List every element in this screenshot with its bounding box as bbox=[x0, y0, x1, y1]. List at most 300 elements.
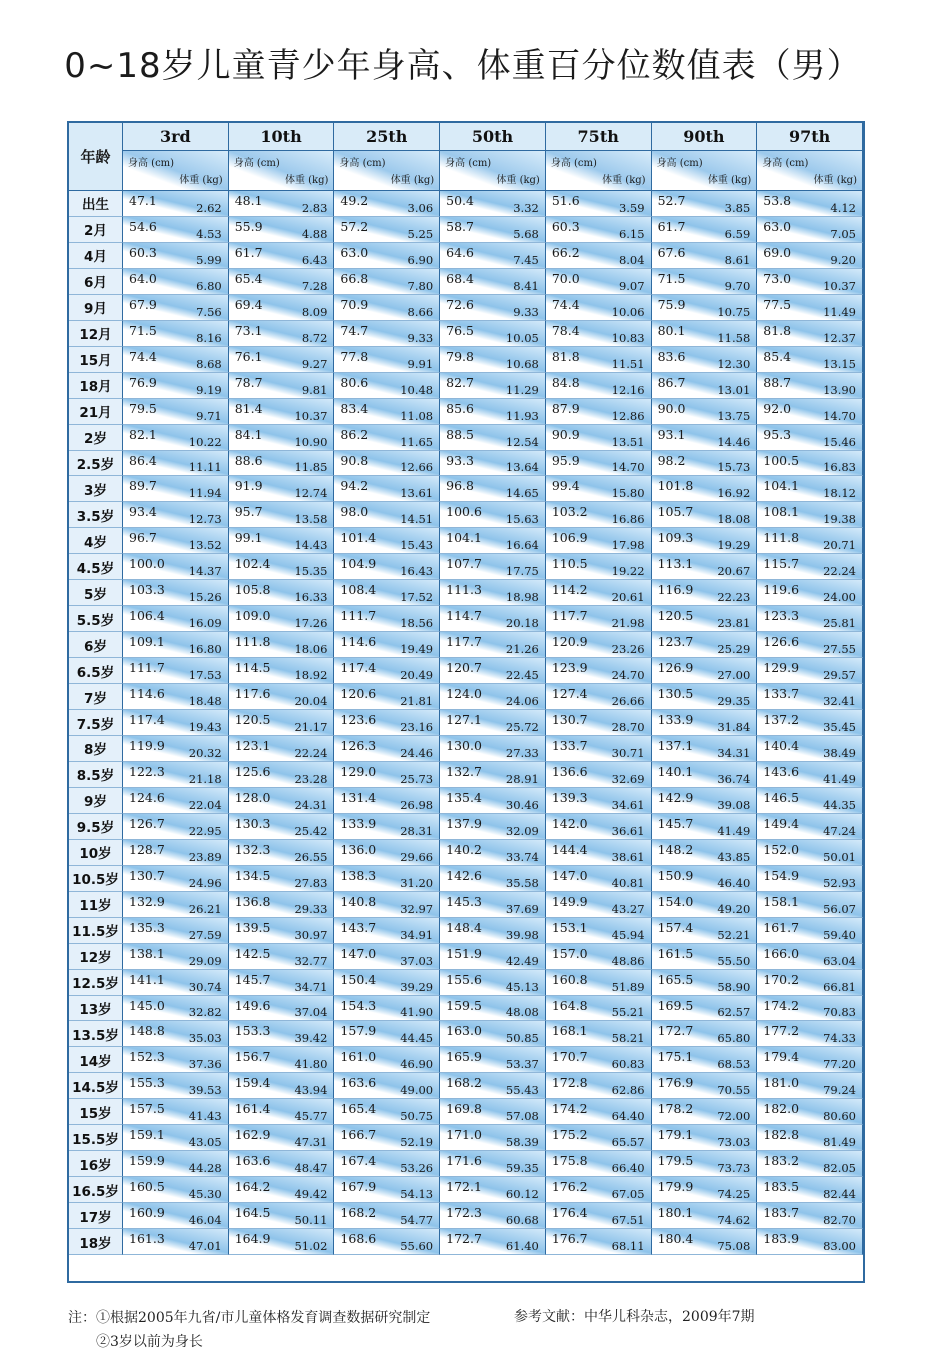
weight-value: 81.49 bbox=[823, 1135, 856, 1150]
weight-value: 74.25 bbox=[717, 1187, 751, 1202]
height-value: 149.9 bbox=[551, 893, 588, 909]
table-cell bbox=[652, 1073, 758, 1099]
table-cell bbox=[123, 892, 229, 918]
weight-value: 50.85 bbox=[505, 1031, 539, 1046]
height-value: 138.3 bbox=[340, 867, 377, 883]
table-cell bbox=[757, 944, 863, 970]
height-value: 137.1 bbox=[657, 738, 694, 753]
height-value: 120.5 bbox=[234, 712, 271, 728]
weight-value: 6.43 bbox=[301, 252, 328, 267]
weight-value: 66.40 bbox=[611, 1161, 645, 1176]
table-cell bbox=[440, 528, 546, 554]
height-value: 94.2 bbox=[340, 478, 369, 494]
height-value: 78.7 bbox=[234, 374, 263, 390]
weight-value: 13.61 bbox=[400, 486, 434, 501]
table-cell bbox=[334, 217, 440, 243]
weight-value: 8.68 bbox=[196, 356, 222, 371]
height-value: 115.7 bbox=[763, 556, 800, 572]
weight-value: 15.43 bbox=[400, 538, 434, 553]
weight-value: 7.56 bbox=[196, 304, 222, 319]
weight-value: 52.93 bbox=[823, 875, 856, 890]
height-value: 161.4 bbox=[234, 1101, 271, 1117]
table-cell bbox=[757, 554, 863, 580]
weight-value: 26.21 bbox=[188, 901, 222, 916]
height-value: 111.7 bbox=[340, 608, 377, 624]
table-cell bbox=[652, 840, 758, 866]
table-cell bbox=[652, 866, 758, 892]
table-cell bbox=[229, 918, 335, 944]
height-value: 113.1 bbox=[657, 556, 694, 572]
height-value: 179.4 bbox=[763, 1049, 800, 1065]
height-value: 127.4 bbox=[551, 686, 588, 702]
height-value: 95.3 bbox=[763, 426, 792, 442]
height-value: 159.4 bbox=[234, 1075, 271, 1091]
age-label: 6岁 bbox=[69, 632, 123, 658]
weight-value: 19.29 bbox=[717, 538, 751, 553]
table-cell bbox=[652, 295, 758, 321]
weight-value: 8.16 bbox=[196, 330, 222, 345]
weight-value: 31.20 bbox=[400, 875, 434, 890]
age-label: 15岁 bbox=[69, 1099, 123, 1125]
weight-value: 53.37 bbox=[505, 1057, 539, 1072]
table-cell bbox=[757, 1177, 863, 1203]
height-value: 104.1 bbox=[763, 478, 800, 494]
table-cell bbox=[546, 1047, 652, 1073]
table-cell bbox=[440, 321, 546, 347]
weight-value: 13.01 bbox=[717, 382, 751, 397]
age-label: 4月 bbox=[69, 243, 123, 269]
table-cell bbox=[757, 840, 863, 866]
weight-value: 30.71 bbox=[611, 745, 645, 760]
height-value: 90.9 bbox=[551, 426, 580, 442]
table-cell bbox=[334, 502, 440, 528]
weight-value: 58.90 bbox=[717, 979, 751, 994]
table-cell bbox=[334, 347, 440, 373]
height-value: 170.7 bbox=[551, 1049, 588, 1065]
height-value: 125.6 bbox=[234, 763, 271, 779]
table-cell bbox=[440, 710, 546, 736]
table-cell bbox=[123, 321, 229, 347]
table-cell bbox=[123, 580, 229, 606]
height-value: 148.8 bbox=[129, 1023, 165, 1039]
weight-value: 9.19 bbox=[196, 382, 222, 397]
height-value: 176.9 bbox=[657, 1075, 694, 1091]
weight-value: 44.35 bbox=[823, 797, 856, 812]
table-cell bbox=[229, 762, 335, 788]
table-cell bbox=[123, 191, 229, 217]
height-value: 140.4 bbox=[763, 738, 800, 753]
age-label: 13.5岁 bbox=[69, 1021, 123, 1047]
table-cell bbox=[440, 1021, 546, 1047]
weight-value: 18.92 bbox=[294, 668, 328, 683]
height-value: 160.9 bbox=[129, 1205, 165, 1221]
weight-value: 39.98 bbox=[505, 927, 539, 942]
age-label: 5岁 bbox=[69, 580, 123, 606]
weight-value: 26.66 bbox=[611, 694, 645, 709]
weight-value: 18.06 bbox=[294, 642, 328, 657]
weight-value: 17.52 bbox=[400, 590, 434, 605]
weight-value: 20.61 bbox=[611, 590, 645, 605]
table-cell bbox=[546, 866, 652, 892]
weight-value: 18.08 bbox=[717, 512, 751, 527]
weight-value: 22.04 bbox=[188, 797, 222, 812]
height-value: 114.6 bbox=[340, 634, 377, 650]
table-cell bbox=[652, 684, 758, 710]
weight-value: 39.08 bbox=[717, 797, 751, 812]
table-cell bbox=[440, 736, 546, 762]
table-cell bbox=[757, 710, 863, 736]
table-cell bbox=[123, 269, 229, 295]
height-value: 142.0 bbox=[551, 815, 588, 831]
height-value: 107.7 bbox=[446, 556, 482, 572]
height-value: 159.5 bbox=[446, 997, 482, 1013]
table-cell bbox=[123, 944, 229, 970]
weight-unit-label: 体重 (kg) bbox=[813, 175, 857, 186]
height-value: 101.8 bbox=[657, 478, 694, 494]
weight-value: 12.37 bbox=[823, 330, 856, 345]
weight-value: 30.74 bbox=[188, 979, 222, 994]
height-value: 144.4 bbox=[551, 841, 588, 857]
weight-value: 58.21 bbox=[611, 1031, 645, 1046]
age-label: 7.5岁 bbox=[69, 710, 123, 736]
table-cell bbox=[546, 347, 652, 373]
weight-value: 4.12 bbox=[830, 200, 856, 215]
height-unit-label: 身高 (cm) bbox=[550, 158, 597, 169]
height-value: 117.7 bbox=[446, 634, 482, 650]
height-value: 86.4 bbox=[129, 452, 157, 468]
height-value: 111.3 bbox=[446, 582, 482, 598]
height-value: 180.4 bbox=[657, 1231, 694, 1247]
height-value: 89.7 bbox=[129, 478, 157, 494]
height-weight-subheader bbox=[546, 151, 652, 191]
table-cell bbox=[334, 1099, 440, 1125]
weight-value: 25.73 bbox=[400, 771, 434, 786]
height-value: 117.4 bbox=[129, 712, 165, 728]
height-value: 124.6 bbox=[129, 789, 165, 805]
height-value: 168.6 bbox=[340, 1231, 377, 1247]
table-cell bbox=[229, 1073, 335, 1099]
weight-value: 62.86 bbox=[611, 1083, 645, 1098]
table-cell bbox=[757, 1203, 863, 1229]
table-cell bbox=[229, 554, 335, 580]
table-cell bbox=[546, 528, 652, 554]
table-cell bbox=[652, 451, 758, 477]
weight-value: 10.90 bbox=[294, 434, 328, 449]
table-cell bbox=[546, 554, 652, 580]
height-value: 82.1 bbox=[129, 426, 157, 442]
table-cell bbox=[440, 1203, 546, 1229]
weight-unit-label: 体重 (kg) bbox=[284, 175, 329, 186]
weight-value: 10.06 bbox=[611, 304, 645, 319]
weight-value: 32.41 bbox=[823, 694, 856, 709]
table-cell bbox=[440, 451, 546, 477]
height-value: 57.2 bbox=[340, 218, 369, 234]
table-cell bbox=[123, 528, 229, 554]
weight-value: 8.61 bbox=[724, 252, 751, 267]
height-value: 50.4 bbox=[446, 193, 474, 208]
weight-value: 15.26 bbox=[188, 590, 222, 605]
weight-value: 77.20 bbox=[823, 1057, 856, 1072]
weight-value: 34.71 bbox=[294, 979, 328, 994]
table-cell bbox=[123, 502, 229, 528]
table-cell bbox=[757, 451, 863, 477]
height-value: 114.5 bbox=[234, 660, 271, 676]
weight-value: 36.74 bbox=[717, 771, 751, 786]
weight-value: 60.68 bbox=[505, 1213, 539, 1228]
height-value: 145.7 bbox=[657, 815, 694, 831]
table-cell bbox=[229, 996, 335, 1022]
table-cell bbox=[229, 710, 335, 736]
weight-value: 15.63 bbox=[505, 512, 539, 527]
age-label: 出生 bbox=[69, 191, 123, 217]
height-value: 159.9 bbox=[129, 1153, 165, 1169]
weight-value: 25.81 bbox=[823, 616, 856, 631]
weight-value: 20.67 bbox=[717, 564, 751, 579]
weight-value: 41.49 bbox=[717, 823, 751, 838]
weight-value: 73.73 bbox=[717, 1161, 751, 1176]
table-cell bbox=[440, 632, 546, 658]
table-cell bbox=[334, 321, 440, 347]
height-value: 86.2 bbox=[340, 426, 369, 442]
weight-value: 56.07 bbox=[823, 901, 856, 916]
table-cell bbox=[123, 554, 229, 580]
height-value: 108.4 bbox=[340, 582, 377, 598]
weight-value: 10.68 bbox=[505, 356, 539, 371]
table-cell bbox=[123, 1177, 229, 1203]
table-cell bbox=[546, 1203, 652, 1229]
height-value: 85.4 bbox=[763, 348, 792, 364]
weight-value: 3.59 bbox=[618, 200, 645, 215]
table-cell bbox=[123, 295, 229, 321]
weight-value: 65.57 bbox=[611, 1135, 645, 1150]
weight-value: 22.45 bbox=[505, 668, 539, 683]
table-cell bbox=[440, 580, 546, 606]
table-cell bbox=[440, 892, 546, 918]
weight-value: 60.12 bbox=[505, 1187, 539, 1202]
weight-value: 62.57 bbox=[717, 1005, 751, 1020]
table-cell bbox=[229, 736, 335, 762]
table-cell bbox=[546, 191, 652, 217]
height-value: 161.3 bbox=[129, 1231, 165, 1247]
weight-value: 16.64 bbox=[505, 538, 539, 553]
table-cell bbox=[123, 1099, 229, 1125]
weight-value: 2.62 bbox=[196, 200, 222, 215]
weight-value: 14.65 bbox=[505, 486, 539, 501]
table-cell bbox=[123, 1125, 229, 1151]
weight-value: 11.94 bbox=[188, 486, 222, 501]
height-value: 165.5 bbox=[657, 971, 694, 987]
table-cell bbox=[229, 373, 335, 399]
weight-value: 3.06 bbox=[407, 200, 434, 215]
table-cell bbox=[546, 580, 652, 606]
weight-value: 15.80 bbox=[611, 486, 645, 501]
weight-value: 20.04 bbox=[294, 694, 328, 709]
weight-value: 12.66 bbox=[400, 460, 434, 475]
weight-value: 14.46 bbox=[717, 434, 751, 449]
weight-value: 15.35 bbox=[294, 564, 328, 579]
height-value: 100.0 bbox=[129, 556, 165, 572]
height-value: 163.6 bbox=[234, 1153, 271, 1169]
weight-value: 44.28 bbox=[188, 1161, 222, 1176]
table-cell bbox=[546, 243, 652, 269]
height-value: 48.1 bbox=[234, 193, 263, 208]
weight-value: 12.30 bbox=[717, 356, 751, 371]
weight-value: 45.77 bbox=[294, 1109, 328, 1124]
table-cell bbox=[334, 684, 440, 710]
table-cell bbox=[652, 580, 758, 606]
weight-value: 10.37 bbox=[294, 408, 328, 423]
height-value: 160.5 bbox=[129, 1179, 165, 1195]
table-cell bbox=[757, 217, 863, 243]
table-cell bbox=[229, 970, 335, 996]
height-value: 106.9 bbox=[551, 530, 588, 546]
height-value: 168.2 bbox=[340, 1205, 377, 1221]
table-cell bbox=[440, 1151, 546, 1177]
height-value: 70.9 bbox=[340, 296, 369, 312]
weight-value: 41.80 bbox=[294, 1057, 328, 1072]
height-value: 136.6 bbox=[551, 763, 588, 779]
weight-value: 24.96 bbox=[188, 875, 222, 890]
height-value: 178.2 bbox=[657, 1101, 694, 1117]
weight-value: 73.03 bbox=[717, 1135, 751, 1150]
table-cell bbox=[652, 321, 758, 347]
weight-value: 21.26 bbox=[505, 642, 539, 657]
table-cell bbox=[334, 580, 440, 606]
table-cell bbox=[757, 996, 863, 1022]
weight-value: 20.18 bbox=[505, 616, 539, 631]
height-value: 76.5 bbox=[446, 322, 474, 338]
height-value: 105.7 bbox=[657, 504, 694, 520]
weight-value: 9.71 bbox=[196, 408, 222, 423]
table-cell bbox=[334, 191, 440, 217]
weight-value: 68.11 bbox=[611, 1239, 645, 1254]
table-cell bbox=[757, 1151, 863, 1177]
weight-value: 54.77 bbox=[400, 1213, 434, 1228]
table-cell bbox=[334, 892, 440, 918]
height-value: 95.7 bbox=[234, 504, 263, 520]
table-cell bbox=[123, 684, 229, 710]
weight-value: 54.13 bbox=[400, 1187, 434, 1202]
table-cell bbox=[334, 710, 440, 736]
height-value: 126.7 bbox=[129, 815, 165, 831]
table-cell bbox=[652, 892, 758, 918]
weight-value: 30.97 bbox=[294, 927, 328, 942]
table-cell bbox=[334, 866, 440, 892]
weight-value: 70.83 bbox=[823, 1005, 856, 1020]
height-value: 58.7 bbox=[446, 218, 474, 234]
height-value: 61.7 bbox=[657, 218, 686, 234]
table-cell bbox=[334, 425, 440, 451]
weight-value: 11.58 bbox=[717, 330, 751, 345]
weight-value: 8.72 bbox=[301, 330, 328, 345]
height-value: 160.8 bbox=[551, 971, 588, 987]
weight-value: 22.24 bbox=[823, 564, 856, 579]
height-value: 139.3 bbox=[551, 789, 588, 805]
height-value: 84.1 bbox=[234, 426, 263, 442]
weight-value: 45.94 bbox=[611, 927, 645, 942]
height-value: 111.8 bbox=[234, 634, 271, 650]
weight-value: 21.18 bbox=[188, 771, 222, 786]
table-cell bbox=[652, 1229, 758, 1255]
table-cell bbox=[652, 1099, 758, 1125]
height-value: 181.0 bbox=[763, 1075, 800, 1091]
weight-unit-label: 体重 (kg) bbox=[602, 175, 646, 186]
height-unit-label: 身高 (cm) bbox=[233, 158, 280, 169]
table-cell bbox=[229, 1229, 335, 1255]
weight-value: 10.05 bbox=[505, 330, 539, 345]
weight-value: 9.81 bbox=[301, 382, 328, 397]
table-cell bbox=[652, 710, 758, 736]
weight-value: 8.09 bbox=[301, 304, 328, 319]
weight-value: 37.69 bbox=[505, 901, 539, 916]
height-value: 73.1 bbox=[234, 322, 263, 338]
weight-value: 25.42 bbox=[294, 823, 328, 838]
table-cell bbox=[652, 476, 758, 502]
table-cell bbox=[334, 1047, 440, 1073]
height-value: 69.4 bbox=[234, 296, 263, 312]
age-label: 14岁 bbox=[69, 1047, 123, 1073]
table-cell bbox=[546, 1073, 652, 1099]
height-value: 79.5 bbox=[129, 400, 157, 416]
height-value: 153.3 bbox=[234, 1023, 271, 1039]
weight-value: 35.45 bbox=[823, 720, 856, 734]
table-cell bbox=[229, 892, 335, 918]
table-cell bbox=[757, 658, 863, 684]
table-cell bbox=[123, 788, 229, 814]
table-cell bbox=[757, 580, 863, 606]
height-value: 132.9 bbox=[129, 893, 165, 909]
table-cell bbox=[546, 1229, 652, 1255]
height-value: 140.2 bbox=[446, 841, 482, 857]
weight-value: 8.04 bbox=[618, 252, 645, 267]
table-cell bbox=[757, 476, 863, 502]
table-cell bbox=[123, 1203, 229, 1229]
weight-value: 50.11 bbox=[294, 1213, 328, 1228]
table-cell bbox=[229, 606, 335, 632]
weight-value: 52.19 bbox=[400, 1135, 434, 1150]
table-cell bbox=[652, 373, 758, 399]
weight-value: 37.03 bbox=[400, 953, 434, 968]
height-value: 161.7 bbox=[763, 919, 800, 935]
height-value: 153.1 bbox=[551, 919, 588, 935]
weight-unit-label: 体重 (kg) bbox=[496, 175, 540, 186]
weight-value: 18.12 bbox=[823, 486, 856, 501]
height-value: 168.1 bbox=[551, 1023, 588, 1039]
percentile-header: 3rd bbox=[123, 123, 229, 151]
weight-value: 22.23 bbox=[717, 590, 751, 605]
table-cell bbox=[652, 243, 758, 269]
table-cell bbox=[229, 788, 335, 814]
height-value: 108.1 bbox=[763, 504, 800, 520]
table-cell bbox=[757, 269, 863, 295]
table-cell bbox=[546, 710, 652, 736]
weight-value: 35.58 bbox=[505, 875, 539, 890]
weight-value: 50.75 bbox=[400, 1109, 434, 1124]
table-cell bbox=[546, 399, 652, 425]
height-value: 134.5 bbox=[234, 867, 271, 883]
table-cell bbox=[440, 762, 546, 788]
age-label: 17岁 bbox=[69, 1203, 123, 1229]
weight-value: 17.53 bbox=[188, 668, 222, 683]
table-cell bbox=[546, 996, 652, 1022]
weight-value: 29.33 bbox=[294, 901, 328, 916]
height-value: 130.0 bbox=[446, 738, 482, 753]
weight-value: 47.31 bbox=[294, 1135, 328, 1150]
height-value: 126.6 bbox=[763, 634, 800, 650]
height-value: 176.7 bbox=[551, 1231, 588, 1247]
age-label: 9.5岁 bbox=[69, 814, 123, 840]
weight-value: 11.11 bbox=[188, 460, 222, 475]
